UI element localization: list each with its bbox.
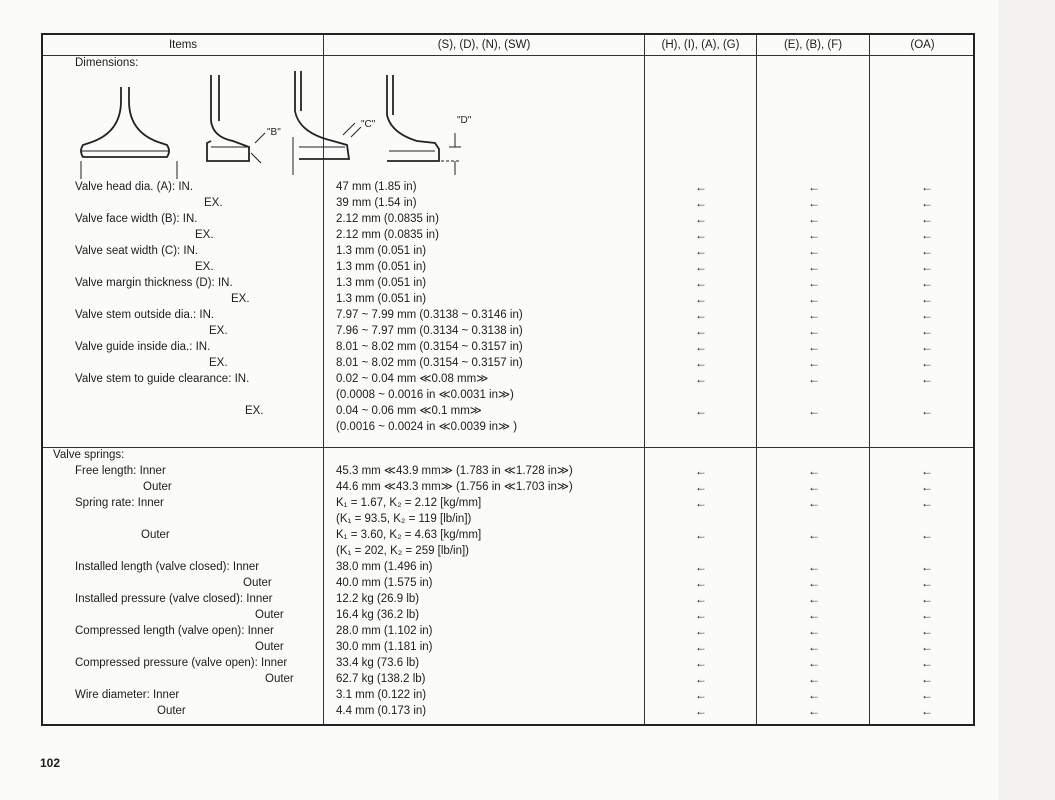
spec-value: 30.0 mm (1.181 in): [336, 641, 433, 653]
header-h-i-a-g: (H), (I), (A), (G): [661, 39, 740, 51]
same-as-left-arrow: ←: [921, 560, 933, 574]
same-as-left-arrow: ←: [921, 228, 933, 242]
label-c: "C": [361, 119, 376, 130]
same-as-left-arrow: ←: [695, 212, 707, 226]
spec-value: 44.6 mm ≪43.3 mm≫ (1.756 in ≪1.703 in≫): [336, 481, 573, 493]
spec-value: (K₁ = 202, K₂ = 259 [lb/in]): [336, 545, 470, 557]
header-e-b-f: (E), (B), (F): [783, 39, 843, 51]
same-as-left-arrow: ←: [695, 276, 707, 290]
spec-table: [41, 33, 975, 726]
same-as-left-arrow: ←: [695, 624, 707, 638]
same-as-left-arrow: ←: [921, 180, 933, 194]
item-label: Valve face width (B): IN.: [75, 213, 198, 225]
same-as-left-arrow: ←: [808, 180, 820, 194]
same-as-left-arrow: ←: [921, 592, 933, 606]
spec-value: 40.0 mm (1.575 in): [336, 577, 433, 589]
item-label: EX.: [209, 325, 228, 337]
header-items: Items: [168, 39, 198, 51]
spec-value: 0.04 ~ 0.06 mm ≪0.1 mm≫: [336, 405, 482, 417]
same-as-left-arrow: ←: [808, 656, 820, 670]
same-as-left-arrow: ←: [921, 576, 933, 590]
same-as-left-arrow: ←: [921, 656, 933, 670]
same-as-left-arrow: ←: [921, 480, 933, 494]
same-as-left-arrow: ←: [695, 244, 707, 258]
same-as-left-arrow: ←: [808, 608, 820, 622]
same-as-left-arrow: ←: [808, 308, 820, 322]
same-as-left-arrow: ←: [695, 228, 707, 242]
spec-value: 28.0 mm (1.102 in): [336, 625, 433, 637]
same-as-left-arrow: ←: [921, 276, 933, 290]
spec-value: 7.97 ~ 7.99 mm (0.3138 ~ 0.3146 in): [336, 309, 523, 321]
same-as-left-arrow: ←: [695, 688, 707, 702]
header-oa: (OA): [910, 39, 935, 51]
same-as-left-arrow: ←: [808, 480, 820, 494]
item-label: Valve seat width (C): IN.: [75, 245, 199, 257]
same-as-left-arrow: ←: [808, 624, 820, 638]
same-as-left-arrow: ←: [808, 496, 820, 510]
item-label: Valve stem outside dia.: IN.: [75, 309, 215, 321]
same-as-left-arrow: ←: [921, 404, 933, 418]
item-label: Outer: [255, 609, 284, 621]
label-d: "D": [457, 115, 472, 126]
header-rule: [43, 55, 973, 56]
item-label: EX.: [209, 357, 228, 369]
page-number: 102: [40, 756, 61, 770]
same-as-left-arrow: ←: [921, 372, 933, 386]
column-divider: [756, 35, 757, 724]
same-as-left-arrow: ←: [695, 528, 707, 542]
same-as-left-arrow: ←: [695, 340, 707, 354]
spec-value: 16.4 kg (36.2 lb): [336, 609, 420, 621]
item-label: EX.: [195, 229, 214, 241]
dimensions-label: Dimensions:: [75, 57, 139, 69]
spec-value: 1.3 mm (0.051 in): [336, 261, 427, 273]
item-label: Compressed length (valve open): Inner: [75, 625, 274, 637]
same-as-left-arrow: ←: [808, 324, 820, 338]
same-as-left-arrow: ←: [695, 496, 707, 510]
same-as-left-arrow: ←: [921, 196, 933, 210]
item-label: EX.: [231, 293, 250, 305]
spec-value: 3.1 mm (0.122 in): [336, 689, 427, 701]
same-as-left-arrow: ←: [808, 592, 820, 606]
item-label: Installed pressure (valve closed): Inner: [75, 593, 273, 605]
item-label: EX.: [245, 405, 264, 417]
item-label: Free length: Inner: [75, 465, 166, 477]
same-as-left-arrow: ←: [695, 180, 707, 194]
same-as-left-arrow: ←: [695, 656, 707, 670]
item-label: Valve stem to guide clearance: IN.: [75, 373, 250, 385]
same-as-left-arrow: ←: [921, 356, 933, 370]
spec-value: 0.02 ~ 0.04 mm ≪0.08 mm≫: [336, 373, 489, 385]
same-as-left-arrow: ←: [808, 688, 820, 702]
same-as-left-arrow: ←: [808, 576, 820, 590]
same-as-left-arrow: ←: [808, 244, 820, 258]
same-as-left-arrow: ←: [808, 196, 820, 210]
spec-value: 1.3 mm (0.051 in): [336, 293, 427, 305]
spec-value: (K₁ = 93.5, K₂ = 119 [lb/in]): [336, 513, 472, 525]
same-as-left-arrow: ←: [921, 244, 933, 258]
item-label: Outer: [265, 673, 294, 685]
spec-value: 2.12 mm (0.0835 in): [336, 213, 439, 225]
label-b: "B": [267, 127, 281, 138]
same-as-left-arrow: ←: [808, 672, 820, 686]
same-as-left-arrow: ←: [808, 340, 820, 354]
same-as-left-arrow: ←: [808, 640, 820, 654]
item-label: Outer: [143, 481, 172, 493]
spec-value: 2.12 mm (0.0835 in): [336, 229, 439, 241]
same-as-left-arrow: ←: [921, 640, 933, 654]
item-label: Outer: [157, 705, 186, 717]
same-as-left-arrow: ←: [695, 196, 707, 210]
item-label: Valve head dia. (A): IN.: [75, 181, 194, 193]
same-as-left-arrow: ←: [695, 608, 707, 622]
same-as-left-arrow: ←: [921, 704, 933, 718]
item-label: Valve margin thickness (D): IN.: [75, 277, 233, 289]
springs-label: Valve springs:: [53, 449, 125, 461]
same-as-left-arrow: ←: [695, 464, 707, 478]
same-as-left-arrow: ←: [921, 464, 933, 478]
same-as-left-arrow: ←: [695, 260, 707, 274]
same-as-left-arrow: ←: [921, 496, 933, 510]
same-as-left-arrow: ←: [808, 356, 820, 370]
same-as-left-arrow: ←: [808, 212, 820, 226]
same-as-left-arrow: ←: [695, 372, 707, 386]
same-as-left-arrow: ←: [921, 688, 933, 702]
spec-value: 7.96 ~ 7.97 mm (0.3134 ~ 0.3138 in): [336, 325, 523, 337]
same-as-left-arrow: ←: [695, 324, 707, 338]
spec-value: (0.0008 ~ 0.0016 in ≪0.0031 in≫): [336, 389, 514, 401]
spec-value: 8.01 ~ 8.02 mm (0.3154 ~ 0.3157 in): [336, 341, 523, 353]
same-as-left-arrow: ←: [921, 324, 933, 338]
header-s-d-n-sw: (S), (D), (N), (SW): [437, 39, 531, 51]
same-as-left-arrow: ←: [921, 624, 933, 638]
item-label: Outer: [141, 529, 170, 541]
spec-value: 4.4 mm (0.173 in): [336, 705, 427, 717]
same-as-left-arrow: ←: [921, 340, 933, 354]
column-divider: [869, 35, 870, 724]
spec-value: 47 mm (1.85 in): [336, 181, 417, 193]
same-as-left-arrow: ←: [808, 292, 820, 306]
spec-value: 12.2 kg (26.9 lb): [336, 593, 420, 605]
item-label: Outer: [255, 641, 284, 653]
same-as-left-arrow: ←: [695, 640, 707, 654]
same-as-left-arrow: ←: [695, 308, 707, 322]
spec-value: 62.7 kg (138.2 lb): [336, 673, 426, 685]
valve-dimensions-diagram: [63, 71, 493, 179]
item-label: EX.: [195, 261, 214, 273]
spec-value: (0.0016 ~ 0.0024 in ≪0.0039 in≫ ): [336, 421, 518, 433]
same-as-left-arrow: ←: [695, 356, 707, 370]
item-label: Compressed pressure (valve open): Inner: [75, 657, 288, 669]
same-as-left-arrow: ←: [695, 480, 707, 494]
section-rule: [43, 447, 973, 448]
same-as-left-arrow: ←: [808, 260, 820, 274]
spec-value: 39 mm (1.54 in): [336, 197, 417, 209]
item-label: Valve guide inside dia.: IN.: [75, 341, 211, 353]
same-as-left-arrow: ←: [921, 260, 933, 274]
spec-value: 38.0 mm (1.496 in): [336, 561, 433, 573]
same-as-left-arrow: ←: [921, 308, 933, 322]
item-label: Wire diameter: Inner: [75, 689, 180, 701]
item-label: Spring rate: Inner: [75, 497, 164, 509]
spec-value: 33.4 kg (73.6 lb): [336, 657, 420, 669]
item-label: Outer: [243, 577, 272, 589]
spec-value: 8.01 ~ 8.02 mm (0.3154 ~ 0.3157 in): [336, 357, 523, 369]
same-as-left-arrow: ←: [695, 672, 707, 686]
spec-value: K₁ = 1.67, K₂ = 2.12 [kg/mm]: [336, 497, 482, 509]
same-as-left-arrow: ←: [808, 404, 820, 418]
item-label: EX.: [204, 197, 223, 209]
same-as-left-arrow: ←: [808, 560, 820, 574]
same-as-left-arrow: ←: [808, 464, 820, 478]
same-as-left-arrow: ←: [808, 528, 820, 542]
same-as-left-arrow: ←: [808, 276, 820, 290]
column-divider: [644, 35, 645, 724]
same-as-left-arrow: ←: [808, 372, 820, 386]
same-as-left-arrow: ←: [921, 528, 933, 542]
same-as-left-arrow: ←: [921, 672, 933, 686]
same-as-left-arrow: ←: [921, 608, 933, 622]
item-label: Installed length (valve closed): Inner: [75, 561, 260, 573]
same-as-left-arrow: ←: [695, 560, 707, 574]
spec-value: K₁ = 3.60, K₂ = 4.63 [kg/mm]: [336, 529, 482, 541]
same-as-left-arrow: ←: [808, 704, 820, 718]
same-as-left-arrow: ←: [695, 592, 707, 606]
spec-value: 1.3 mm (0.051 in): [336, 245, 427, 257]
same-as-left-arrow: ←: [921, 212, 933, 226]
same-as-left-arrow: ←: [695, 576, 707, 590]
spec-value: 45.3 mm ≪43.9 mm≫ (1.783 in ≪1.728 in≫): [336, 465, 573, 477]
same-as-left-arrow: ←: [808, 228, 820, 242]
same-as-left-arrow: ←: [695, 404, 707, 418]
same-as-left-arrow: ←: [921, 292, 933, 306]
same-as-left-arrow: ←: [695, 292, 707, 306]
same-as-left-arrow: ←: [695, 704, 707, 718]
spec-value: 1.3 mm (0.051 in): [336, 277, 427, 289]
